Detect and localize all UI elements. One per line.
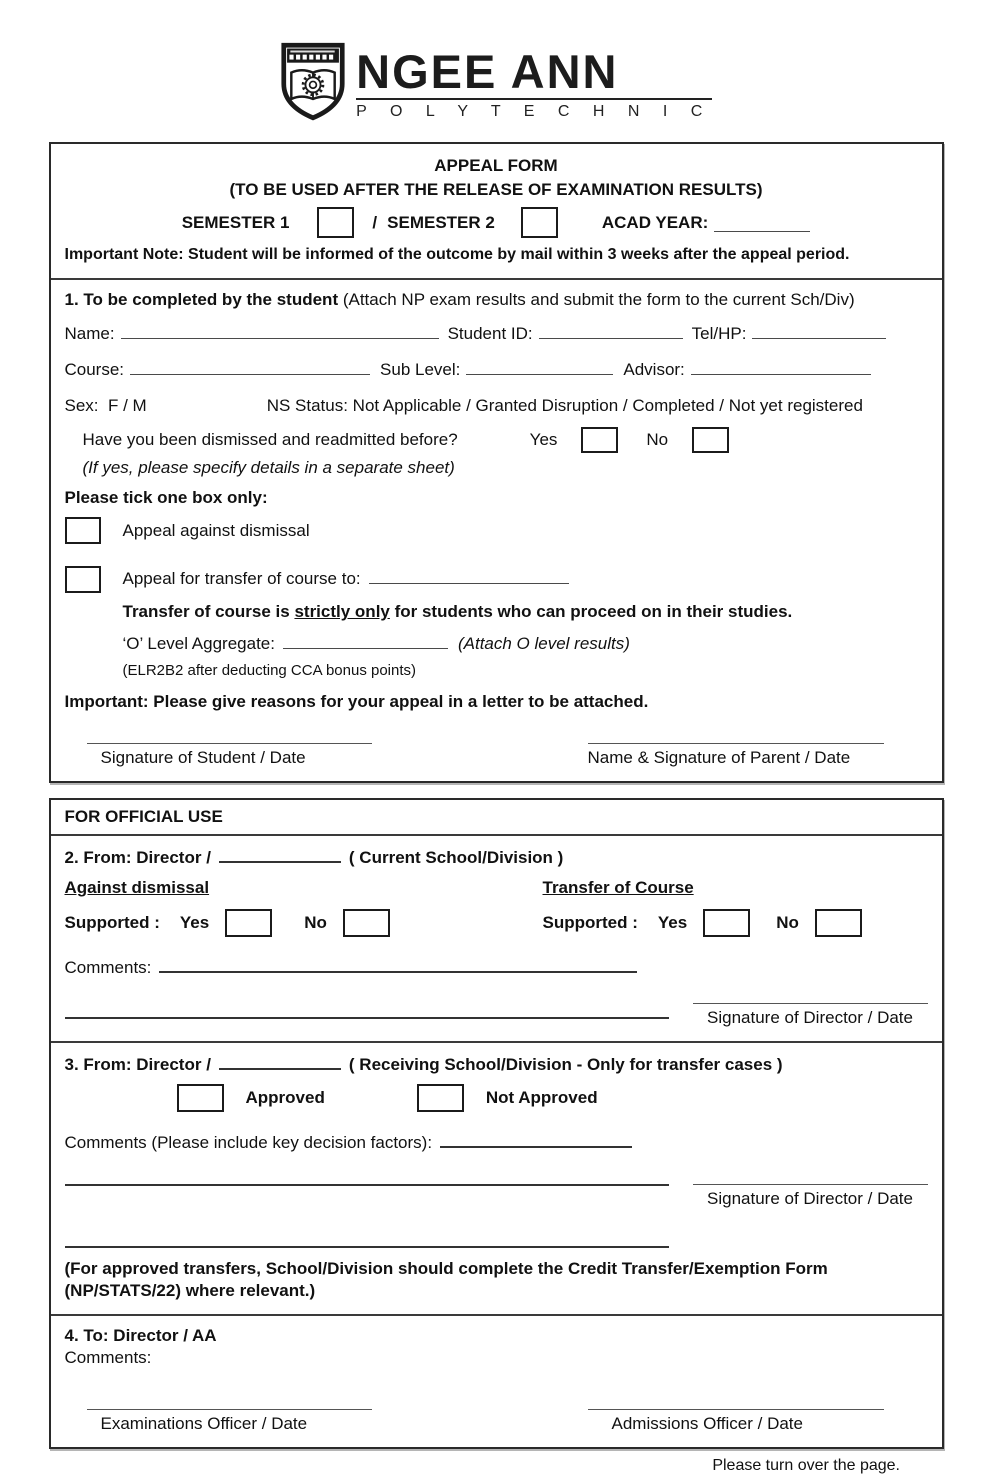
section3-comments-lines (65, 1168, 669, 1248)
name-field[interactable] (121, 321, 439, 339)
form-title: APPEAL FORM (434, 156, 558, 176)
student-id-field[interactable] (539, 321, 683, 339)
student-signature-block (87, 743, 372, 769)
option-transfer-row (65, 566, 928, 593)
section4-spacer (65, 1391, 928, 1409)
important-note: Important Note: Student will be informed of the outcome by mail within 3 weeks after the appeal period. (64, 246, 850, 264)
semester2-label: SEMESTER 2 (387, 212, 495, 232)
transfer-of-course-title: Transfer of Course (542, 878, 694, 898)
section2-comments-label: Comments: (64, 958, 152, 978)
section1-signatures (65, 743, 928, 769)
dismissed-no-label: No (646, 430, 669, 450)
ngee-ann-logo (280, 42, 712, 128)
aggregate-note: (Attach O level results) (457, 634, 630, 654)
dismissed-yes-checkbox[interactable] (581, 427, 618, 453)
parent-signature-block (588, 743, 884, 769)
ngee-ann-crest-icon (280, 42, 346, 128)
advisor-field[interactable] (691, 357, 871, 375)
appeal-transfer-checkbox[interactable] (65, 566, 101, 593)
ns-status-label: NS Status: Not Applicable / Granted Disruption / Completed / Not yet registered (266, 396, 863, 416)
section3-comments-field[interactable] (440, 1130, 632, 1148)
option-dismissal-label: Appeal against dismissal (122, 520, 310, 540)
option-dismissal-row (65, 517, 928, 544)
exam-officer-signature-label: Examinations Officer / Date (100, 1414, 308, 1434)
student-signature-label: Signature of Student / Date (100, 747, 306, 767)
semester-row (65, 207, 928, 238)
section-4 (51, 1316, 942, 1447)
semester-separator: / (372, 212, 378, 232)
student-form-box (49, 142, 944, 783)
approved-label: Approved (245, 1088, 325, 1108)
transfer-note: Transfer of course is strictly only for students who can proceed on in their studies. (122, 602, 793, 622)
section2-signature-area (65, 1001, 928, 1029)
transfer-supported-yes-checkbox[interactable] (703, 909, 750, 937)
section2-comments-field[interactable] (159, 955, 637, 973)
official-use-title: FOR OFFICIAL USE (64, 807, 223, 827)
sub-level-field[interactable] (466, 357, 613, 375)
section4-comments-label: Comments: (64, 1348, 152, 1368)
official-use-box (49, 798, 944, 1449)
appeal-dismissal-checkbox[interactable] (65, 517, 101, 544)
dismissal-supported-group: Supported : Yes No (65, 909, 543, 937)
section-3 (51, 1043, 942, 1314)
not-approved-checkbox[interactable] (417, 1084, 464, 1112)
dismissal-supported-yes-checkbox[interactable] (225, 909, 272, 937)
admissions-officer-signature-block (588, 1409, 884, 1435)
approved-checkbox[interactable] (177, 1084, 224, 1112)
section3-comments-field-3[interactable] (65, 1230, 669, 1248)
section4-title: 4. To: Director / AA (64, 1325, 217, 1345)
aggregate-row (123, 631, 928, 655)
dismissed-yes-label: Yes (529, 430, 558, 450)
sub-level-label: Sub Level: (380, 359, 461, 379)
section3-from-row: 3. From: Director / ( Receiving School/Division - Only for transfer cases ) (65, 1052, 928, 1076)
dismissal-supported-no-checkbox[interactable] (343, 909, 390, 937)
parent-signature-label: Name & Signature of Parent / Date (587, 747, 851, 767)
section3-note: (For approved transfers, School/Division should complete the Credit Transfer/Exemption Form (NP/STATS/22) where relevant.) (64, 1258, 828, 1300)
dismissed-no-checkbox[interactable] (692, 427, 729, 453)
section3-director-field[interactable] (219, 1052, 341, 1070)
dismissed-note: (If yes, please specify details in a separate sheet) (82, 458, 455, 478)
elr-note: (ELR2B2 after deducting CCA bonus points) (122, 662, 417, 680)
section3-approval-row (177, 1084, 928, 1112)
semester1-label: SEMESTER 1 (181, 212, 290, 232)
transfer-supported-no-checkbox[interactable] (815, 909, 862, 937)
section-1 (51, 280, 942, 781)
section2-comments-field-2[interactable] (65, 1001, 669, 1019)
form-subtitle: (TO BE USED AFTER THE RELEASE OF EXAMINATION RESULTS) (229, 180, 763, 200)
section-2 (51, 836, 942, 1041)
tel-field[interactable] (752, 321, 886, 339)
logo-subname-text: P O L Y T E C H N I C (356, 98, 712, 123)
sex-ns-row (65, 395, 928, 417)
transfer-supported-group: Supported : Yes No (543, 909, 928, 937)
advisor-label: Advisor: (623, 359, 685, 379)
semester1-checkbox[interactable] (317, 207, 354, 238)
turn-over-note: Please turn over the page. (712, 1457, 900, 1475)
section2-column-titles (65, 877, 928, 899)
form-header (51, 144, 942, 278)
section2-from-row: 2. From: Director / ( Current School/Division ) (65, 845, 928, 869)
section2-supported-row (65, 909, 928, 937)
section2-director-signature-label: Signature of Director / Date (707, 1008, 913, 1028)
tel-label: Tel/HP: (691, 324, 747, 344)
section3-signature-area (65, 1168, 928, 1248)
course-label: Course: (64, 359, 125, 379)
not-approved-label: Not Approved (485, 1088, 598, 1108)
course-field[interactable] (130, 357, 370, 375)
aggregate-field[interactable] (283, 631, 448, 649)
important-line: Important: Please give reasons for your appeal in a letter to be attached. (64, 691, 649, 711)
section-1-title: 1. To be completed by the student (Attach NP exam results and submit the form to the current Sch/Div) (64, 290, 855, 310)
section2-director-field[interactable] (219, 845, 341, 863)
acad-year-label: ACAD YEAR: (601, 212, 709, 232)
aggregate-label: ‘O’ Level Aggregate: (122, 634, 275, 654)
tick-instruction: Please tick one box only: (64, 488, 268, 508)
section3-comments-row (65, 1130, 928, 1154)
section3-director-signature-block (693, 1168, 928, 1248)
admissions-officer-signature-label: Admissions Officer / Date (611, 1414, 803, 1434)
against-dismissal-title: Against dismissal (64, 878, 210, 898)
section2-comments-row (65, 955, 928, 979)
transfer-course-field[interactable] (369, 566, 569, 584)
sex-label: Sex: F / M (64, 396, 147, 416)
name-row (65, 321, 928, 345)
course-row (65, 357, 928, 381)
exam-officer-signature-block (87, 1409, 372, 1435)
section2-director-signature-block (693, 1001, 928, 1029)
section4-signatures (65, 1409, 928, 1435)
dismissed-question: Have you been dismissed and readmitted before? (82, 430, 458, 450)
logo-name-text: NGEE ANN (356, 45, 619, 99)
student-id-label: Student ID: (447, 324, 533, 344)
section3-director-signature-label: Signature of Director / Date (707, 1189, 913, 1209)
name-label: Name: (64, 324, 115, 344)
dismissed-row (83, 427, 928, 453)
acad-year-field[interactable] (714, 214, 810, 232)
section3-comments-label: Comments (Please include key decision factors): (64, 1132, 433, 1152)
section3-comments-field-2[interactable] (65, 1168, 669, 1186)
option-transfer-label: Appeal for transfer of course to: (122, 569, 361, 589)
semester2-checkbox[interactable] (521, 207, 558, 238)
